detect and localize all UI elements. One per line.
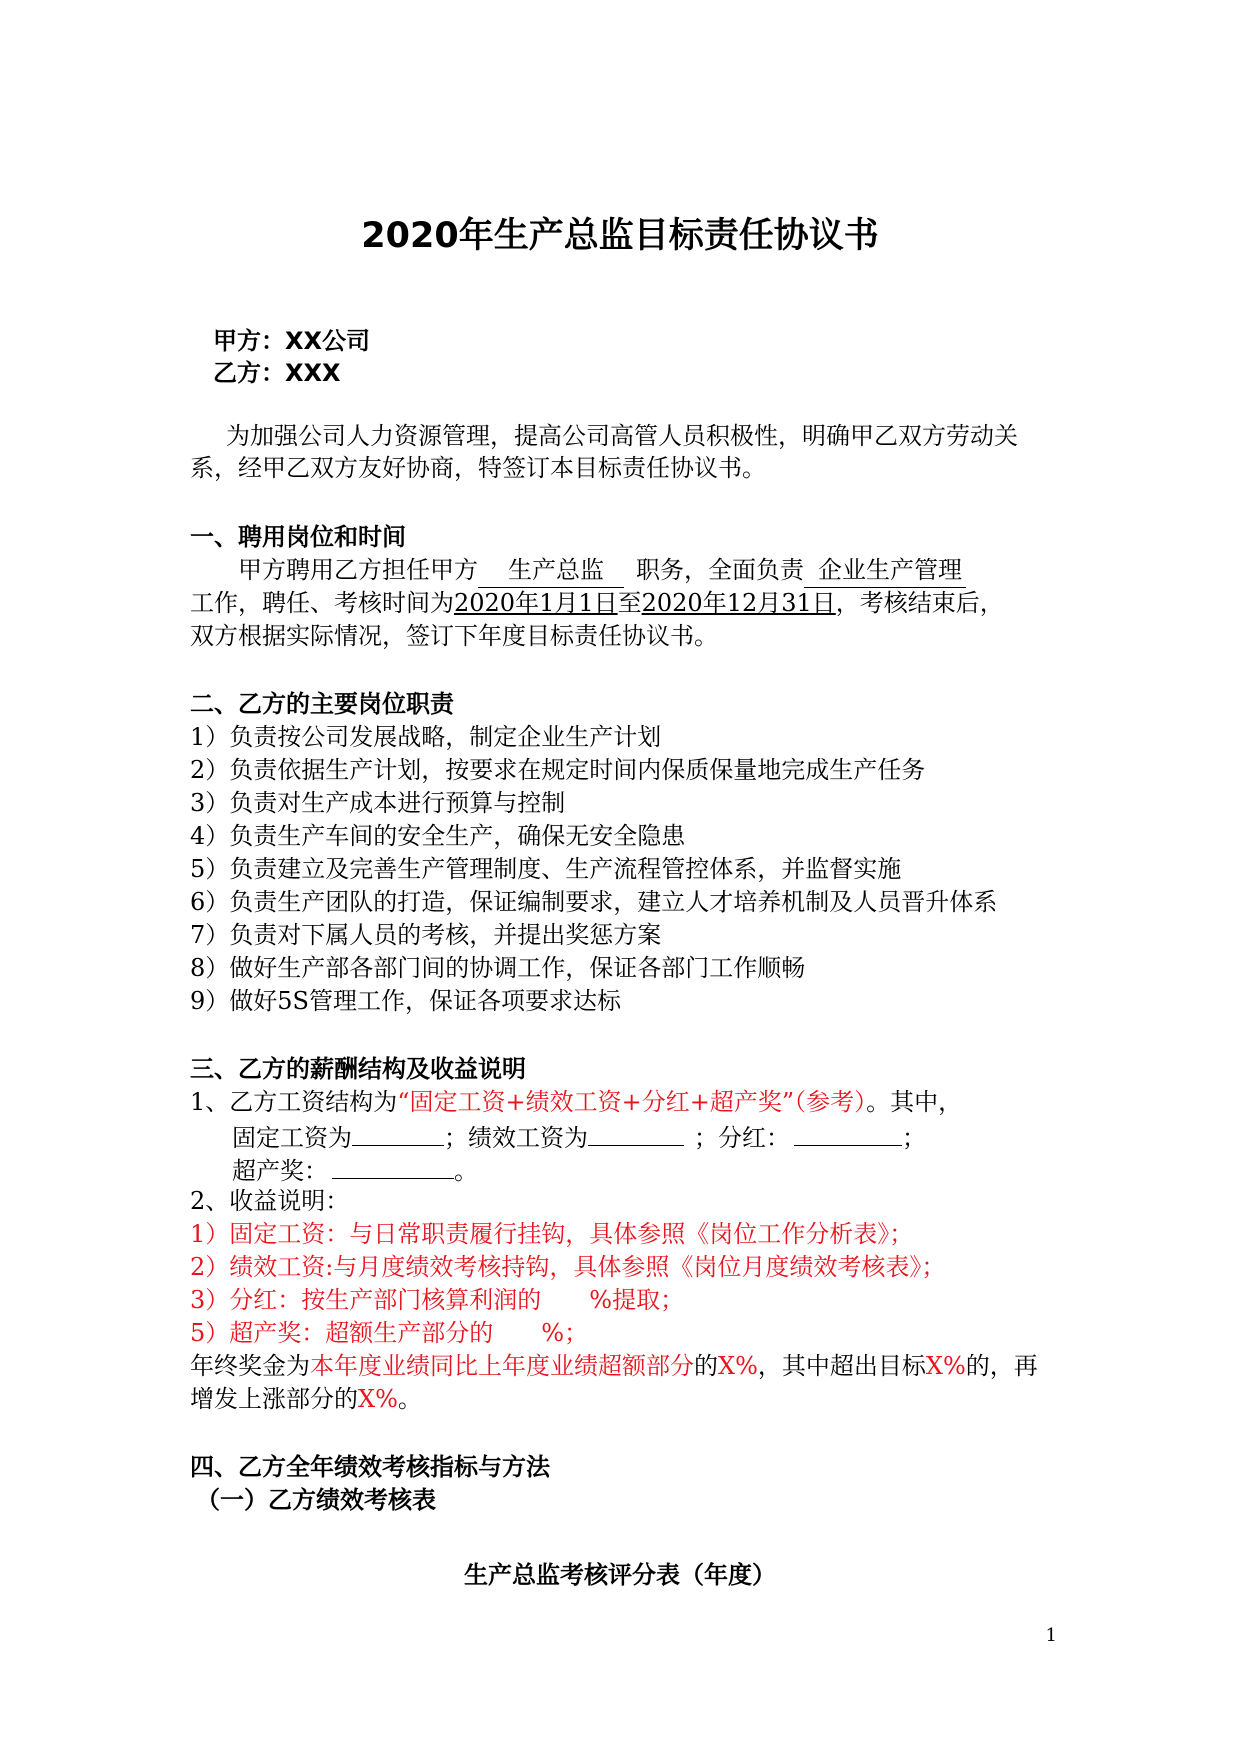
start-date: 2020年1月1日 <box>454 589 618 617</box>
duty-item: 5）负责建立及完善生产管理制度、生产流程管控体系，并监督实施 <box>190 855 902 883</box>
section1-line-1: 甲方聘用乙方担任甲方 生产总监 职务，全面负责 企业生产管理 <box>238 554 1108 588</box>
overproduction-bonus-field[interactable] <box>332 1152 454 1179</box>
party-a: 甲方：XX公司 <box>213 327 371 355</box>
intro-line-2: 系，经甲乙双方友好协商，特签订本目标责任协议书。 <box>190 454 766 482</box>
salary-structure-line: 1、乙方工资结构为“固定工资+绩效工资+分红+超产奖”（参考）。其中， <box>190 1088 963 1116</box>
position-field: 生产总监 <box>478 554 624 588</box>
salary-structure-formula: “固定工资+绩效工资+分红+超产奖”（参考） <box>397 1088 867 1116</box>
duty-item: 9）做好5S管理工作，保证各项要求达标 <box>190 987 621 1015</box>
dividend-field[interactable] <box>794 1119 902 1146</box>
section1-line-2: 工作，聘任、考核时间为2020年1月1日至2020年12月31日，考核结束后， <box>190 589 1004 617</box>
duty-item: 4）负责生产车间的安全生产，确保无安全隐患 <box>190 822 686 850</box>
duty-item: 6）负责生产团队的打造，保证编制要求，建立人才培养机制及人员晋升体系 <box>190 888 998 916</box>
duty-item: 1）负责按公司发展战略，制定企业生产计划 <box>190 723 662 751</box>
document-title: 2020年生产总监目标责任协议书 <box>361 216 879 256</box>
end-date: 2020年12月31日 <box>641 589 836 617</box>
duty-item: 2）负责依据生产计划，按要求在规定时间内保质保量地完成生产任务 <box>190 756 926 784</box>
fixed-salary-field[interactable] <box>352 1119 444 1146</box>
scope-field: 企业生产管理 <box>804 554 966 588</box>
section4-heading: 四、乙方全年绩效考核指标与方法 <box>190 1453 550 1481</box>
section2-heading: 二、乙方的主要岗位职责 <box>190 690 454 718</box>
income-item: 2）绩效工资:与月度绩效考核持钩，具体参照《岗位月度绩效考核表》； <box>190 1253 946 1281</box>
income-item: 3）分红：按生产部门核算利润的 %提取； <box>190 1286 685 1314</box>
duty-item: 7）负责对下属人员的考核，并提出奖惩方案 <box>190 921 662 949</box>
party-b: 乙方：XXX <box>213 359 341 387</box>
salary-fields-line: 固定工资为 ；绩效工资为 ；分红： ； <box>232 1119 1102 1155</box>
section4-subheading: （一）乙方绩效考核表 <box>196 1486 436 1514</box>
income-item: 1）固定工资：与日常职责履行挂钩，具体参照《岗位工作分析表》； <box>190 1220 914 1248</box>
section1-heading: 一、聘用岗位和时间 <box>190 523 406 551</box>
duty-item: 8）做好生产部各部门间的协调工作，保证各部门工作顺畅 <box>190 954 806 982</box>
year-end-bonus-line-2: 增发上涨部分的X%。 <box>190 1385 422 1413</box>
income-item: 5）超产奖：超额生产部分的 %； <box>190 1319 589 1347</box>
year-end-bonus-line-1: 年终奖金为本年度业绩同比上年度业绩超额部分的X%，其中超出目标X%的，再 <box>190 1352 1038 1380</box>
overproduction-line: 超产奖： 。 <box>232 1152 1102 1188</box>
section3-heading: 三、乙方的薪酬结构及收益说明 <box>190 1055 526 1083</box>
duty-item: 3）负责对生产成本进行预算与控制 <box>190 789 566 817</box>
table-title: 生产总监考核评分表（年度） <box>464 1561 776 1589</box>
section1-line-3: 双方根据实际情况，签订下年度目标责任协议书。 <box>190 622 718 650</box>
page-number: 1 <box>1045 1625 1057 1646</box>
intro-line-1: 为加强公司人力资源管理，提高公司高管人员积极性，明确甲乙双方劳动关 <box>226 422 1018 450</box>
income-heading: 2、收益说明： <box>190 1187 350 1215</box>
performance-salary-field[interactable] <box>588 1119 684 1146</box>
